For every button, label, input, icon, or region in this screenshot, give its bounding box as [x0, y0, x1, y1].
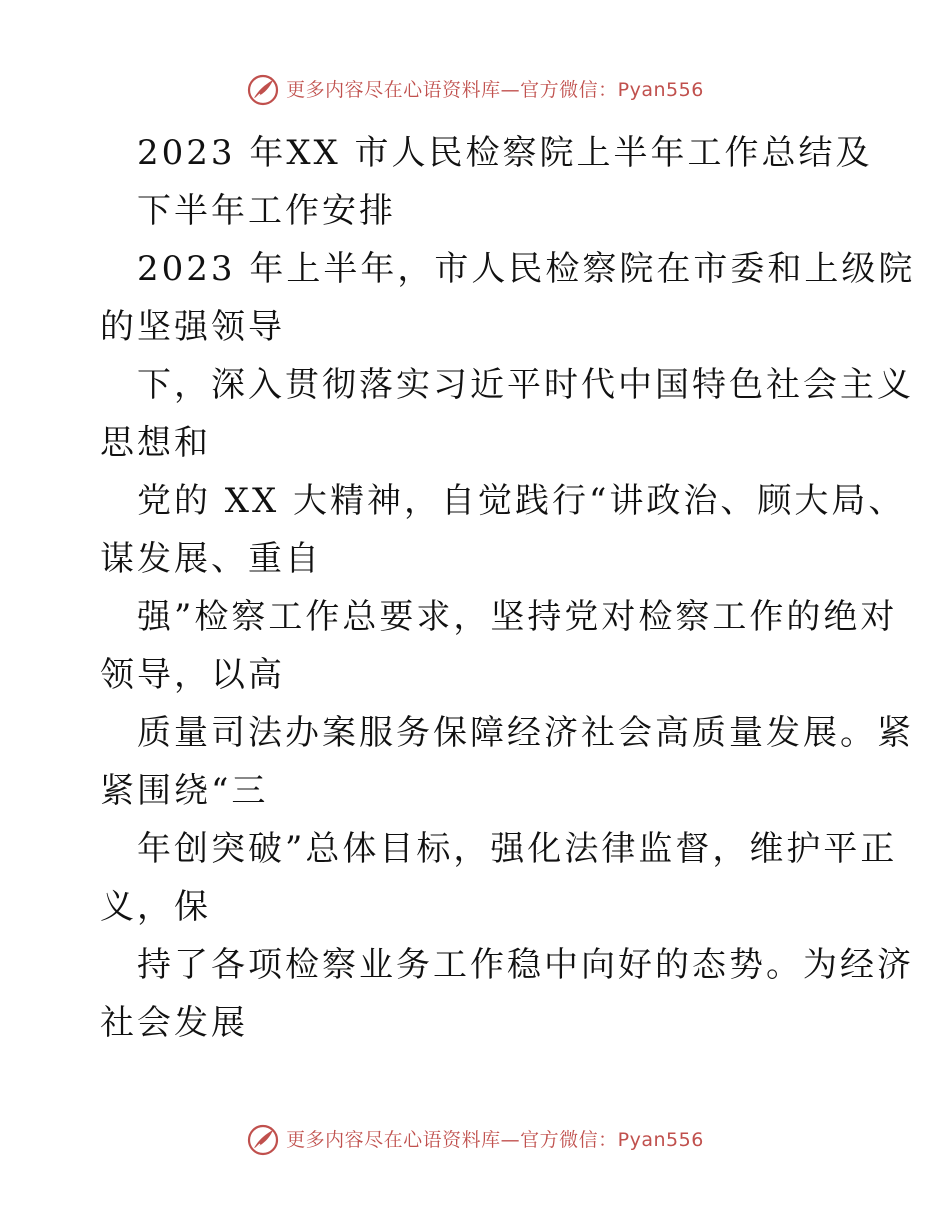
- paragraph-line: 强”检察工作总要求，坚持党对检察工作的绝对: [137, 597, 898, 637]
- paragraph-line: 持了各项检察业务工作稳中向好的态势。为经济: [137, 945, 914, 985]
- watermark-text: 更多内容尽在心语资料库—官方微信：Pyan556: [286, 78, 704, 101]
- paragraph-line: 质量司法办案服务保障经济社会高质量发展。紧: [137, 713, 914, 753]
- paragraph-line: 党的 XX 大精神，自觉践行“讲政治、顾大局、: [137, 481, 906, 521]
- paragraph-line: 2023 年上半年，市人民检察院在市委和上级院: [137, 249, 916, 289]
- document-title-line-1: 2023 年XX 市人民检察院上半年工作总结及: [137, 133, 873, 173]
- document-body: [100, 124, 916, 1052]
- header-watermark: [0, 70, 950, 110]
- paragraph-line: 紧围绕“三: [100, 771, 269, 811]
- paragraph-line: 义，保: [100, 887, 211, 927]
- paragraph-line: 的坚强领导: [100, 307, 285, 347]
- paragraph-line: 年创突破”总体目标，强化法律监督，维护平正: [137, 829, 898, 869]
- watermark-group: [246, 1123, 704, 1157]
- paragraph-line: 社会发展: [100, 1003, 248, 1043]
- paragraph-line: 下，深入贯彻落实习近平时代中国特色社会主义: [137, 365, 914, 405]
- footer-watermark: [0, 1120, 950, 1160]
- paragraph-line: 领导，以高: [100, 655, 285, 695]
- quill-pen-logo-icon: [246, 73, 280, 107]
- watermark-text: 更多内容尽在心语资料库—官方微信：Pyan556: [286, 1128, 704, 1151]
- quill-pen-logo-icon: [246, 1123, 280, 1157]
- paragraph-line: 谋发展、重自: [100, 539, 322, 579]
- document-title-line-2: 下半年工作安排: [137, 191, 396, 231]
- watermark-group: [246, 73, 704, 107]
- paragraph-line: 思想和: [100, 423, 211, 463]
